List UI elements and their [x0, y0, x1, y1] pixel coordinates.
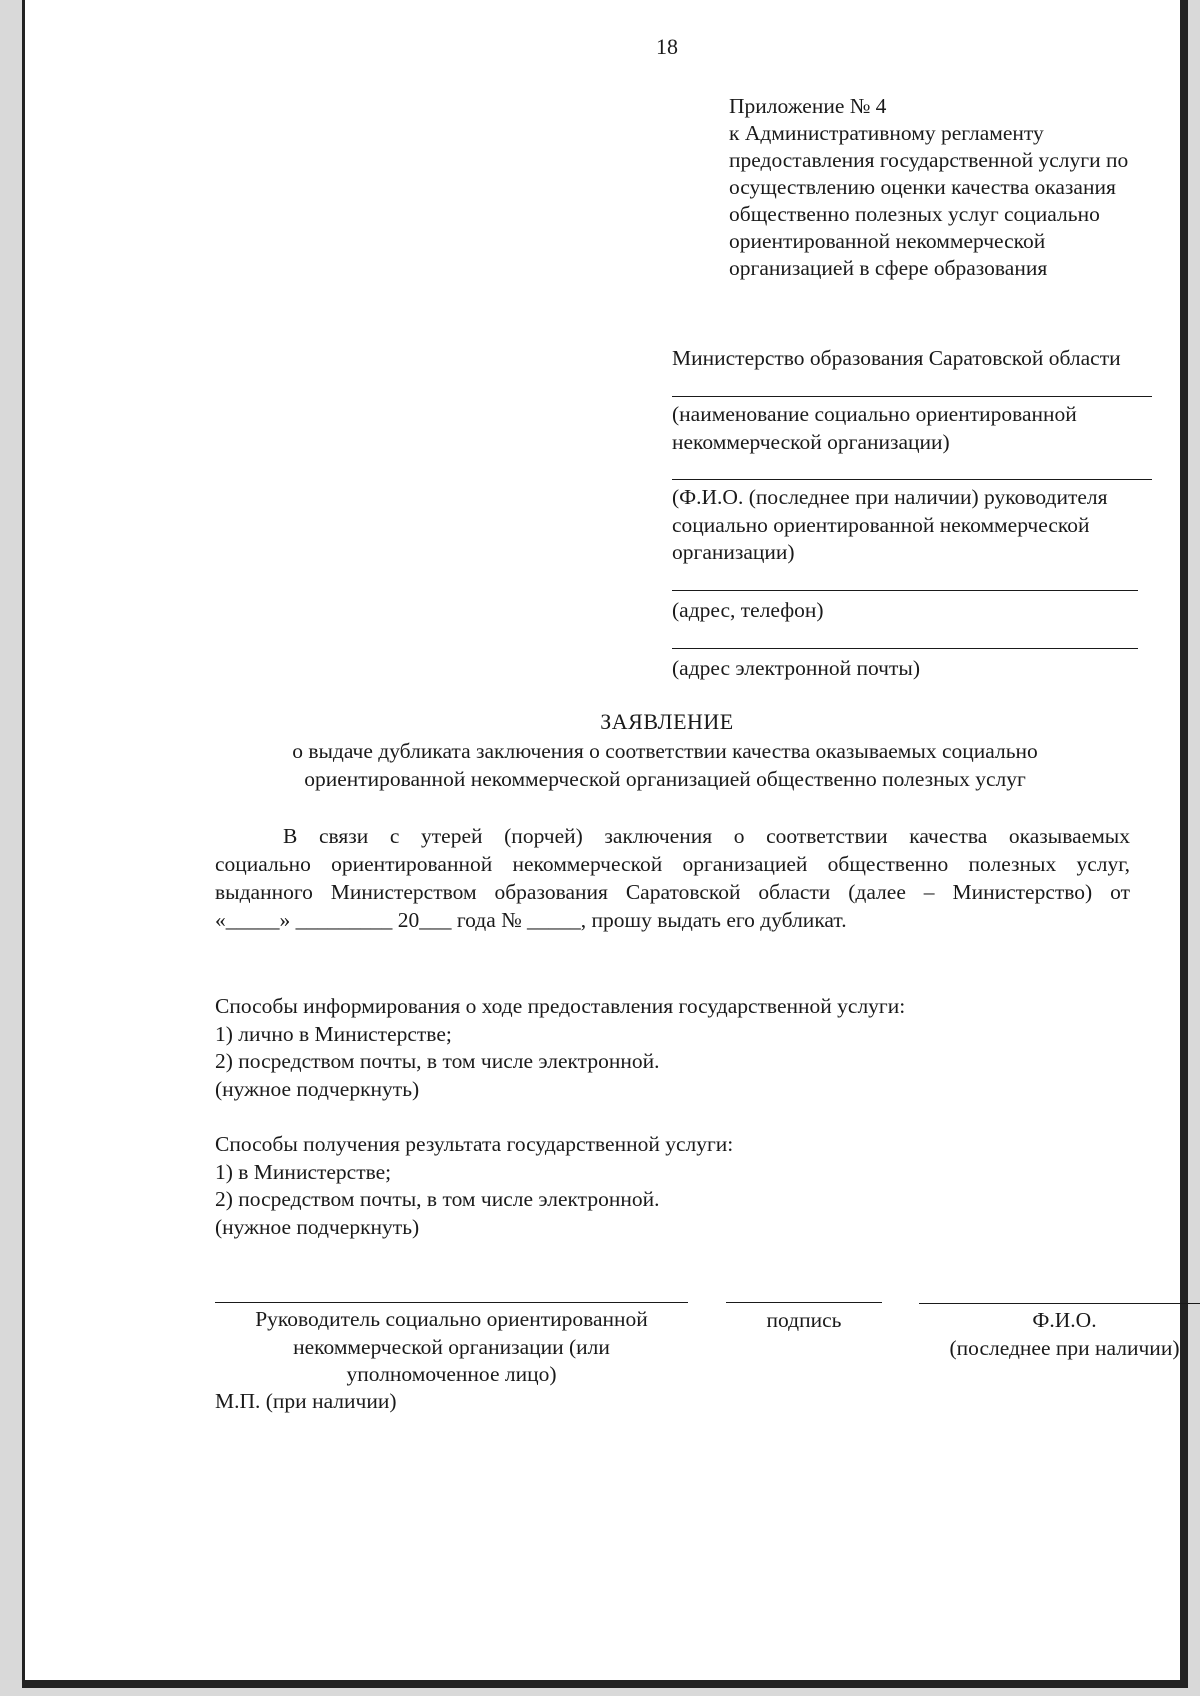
- head-name-line[interactable]: [672, 479, 1152, 480]
- address-phone-line[interactable]: [672, 590, 1138, 591]
- appendix-line: предоставления государственной услуги по: [729, 148, 1129, 172]
- page-number: 18: [656, 34, 678, 59]
- appendix-line: осуществлению оценки качества оказания: [729, 175, 1116, 199]
- email-caption: (адрес электронной почты): [672, 656, 920, 680]
- result-methods-note: (нужное подчеркнуть): [215, 1214, 420, 1239]
- signatory-role-caption: Руководитель социально ориентированной некоммерческой организации (или уполномоченное лицо): [255, 1307, 648, 1386]
- list-item[interactable]: 1) лично в Министерстве;: [215, 1021, 452, 1046]
- head-name-caption: (Ф.И.О. (последнее при наличии) руководителя социально ориентированной некоммерческой организации): [672, 485, 1108, 564]
- signature-caption: подпись: [766, 1308, 842, 1332]
- full-name-caption: Ф.И.О. (последнее при наличии): [949, 1308, 1180, 1360]
- email-line[interactable]: [672, 648, 1138, 649]
- request-paragraph: В связи с утерей (порчей) заключения о соответствии качества оказываемых социально ориентированной некоммерческой организацией общественно полезных услуг, выданного Министерством образования Саратовской области (далее – Министерство) от «_____» _________ 20___ года № _____, прошу выдать его дубликат.: [215, 824, 1130, 932]
- appendix-reference: [729, 93, 1179, 282]
- recipient: Министерство образования Саратовской области: [672, 346, 1121, 370]
- signatory-role-line[interactable]: [215, 1302, 688, 1303]
- list-item[interactable]: 1) в Министерстве;: [215, 1159, 392, 1184]
- inform-methods-heading: Способы информирования о ходе предоставления государственной услуги:: [215, 994, 906, 1018]
- appendix-line: общественно полезных услуг социально: [729, 202, 1100, 226]
- result-methods: [215, 1131, 1115, 1241]
- document-title: ЗАЯВЛЕНИЕ: [600, 709, 734, 734]
- signature-line[interactable]: [726, 1302, 882, 1303]
- inform-methods-note: (нужное подчеркнуть): [215, 1076, 420, 1101]
- result-methods-heading: Способы получения результата государственной услуги:: [215, 1132, 734, 1156]
- appendix-line: к Административному регламенту: [729, 121, 1044, 145]
- org-name-caption: (наименование социально ориентированной некоммерческой организации): [672, 402, 1077, 454]
- list-item[interactable]: 2) посредством почты, в том числе электронной.: [215, 1187, 660, 1211]
- org-name-line[interactable]: [672, 396, 1152, 397]
- document-subtitle: о выдаче дубликата заключения о соответствии качества оказываемых социально ориентированной некоммерческой организацией общественно полезных услуг: [292, 739, 1038, 791]
- address-phone-caption: (адрес, телефон): [672, 598, 824, 622]
- appendix-line: ориентированной некоммерческой: [729, 229, 1046, 253]
- appendix-line: организацией в сфере образования: [729, 256, 1048, 280]
- stamp-place: М.П. (при наличии): [215, 1389, 397, 1413]
- document-page: [22, 0, 1188, 1688]
- full-name-line[interactable]: [919, 1303, 1200, 1304]
- appendix-line: Приложение № 4: [729, 94, 887, 118]
- list-item[interactable]: 2) посредством почты, в том числе электронной.: [215, 1049, 660, 1073]
- inform-methods: [215, 993, 1115, 1103]
